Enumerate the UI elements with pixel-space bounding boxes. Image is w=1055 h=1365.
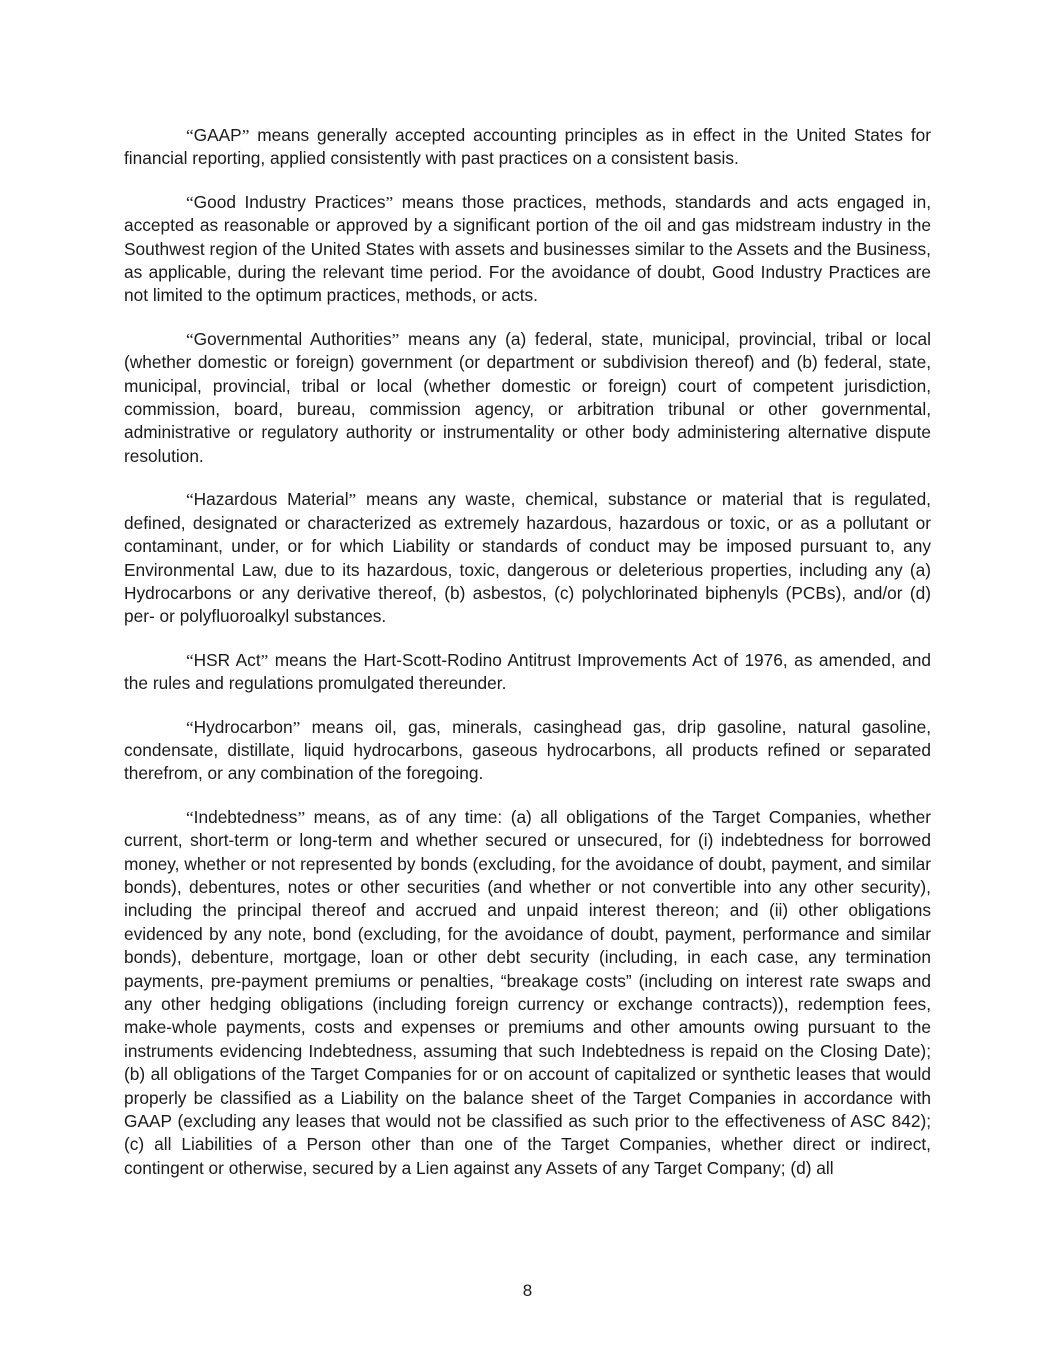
definition-text: means oil, gas, minerals, casinghead gas, drip gasoline, natural gasoline, condensate, distillate, liquid hydrocarbons, gaseous hydrocarbons, all products refined or separated therefrom, or any combination of the foregoing. <box>124 716 931 784</box>
open-quote: “ <box>186 807 194 827</box>
definition-text: means generally accepted accounting principles as in effect in the United States for financial reporting, applied consistently with past practices on a consistent basis. <box>124 125 931 169</box>
defined-term: Indebtedness <box>193 806 298 827</box>
close-quote: ” <box>348 490 357 510</box>
close-quote: ” <box>241 126 250 145</box>
close-quote: ” <box>297 807 306 827</box>
close-quote: ” <box>385 192 394 212</box>
close-quote: ” <box>292 717 301 737</box>
definition-hydrocarbon <box>124 716 931 786</box>
open-quote: “ <box>186 490 194 510</box>
open-quote: “ <box>186 650 194 670</box>
definition-text: means any (a) federal, state, municipal, provincial, tribal or local (whether domestic or foreign) government (or department or subdivision thereof) and (b) federal, state, municipal, provincial, tribal or local (whether domestic or foreign) court of competent jurisdiction, commission, board, bureau, commission agency, or arbitration tribunal or other governmental, administrative or regulatory authority or instrumentality or other body administering alternative dispute resolution. <box>124 328 931 466</box>
close-quote: ” <box>260 650 269 670</box>
close-quote: ” <box>391 329 400 349</box>
defined-term: Hazardous Material <box>193 489 349 510</box>
defined-term: Hydrocarbon <box>193 716 293 737</box>
definition-hsr-act <box>124 649 931 696</box>
definition-text: means those practices, methods, standards and acts engaged in, accepted as reasonable or approved by a significant portion of the oil and gas midstream industry in the Southwest region of the United States with assets and businesses similar to the Assets and the Business, as applicable, during the relevant time period. For the avoidance of doubt, Good Industry Practices are not limited to the optimum practices, methods, or acts. <box>124 191 931 306</box>
definition-indebtedness <box>124 806 931 1181</box>
open-quote: “ <box>186 192 194 212</box>
defined-term: GAAP <box>193 125 242 145</box>
defined-term: Governmental Authorities <box>193 328 392 349</box>
definition-hazardous-material <box>124 488 931 628</box>
definition-gaap <box>124 124 931 171</box>
defined-term: HSR Act <box>193 649 261 670</box>
open-quote: “ <box>186 717 194 737</box>
open-quote: “ <box>186 126 194 145</box>
definition-text: means the Hart-Scott-Rodino Antitrust Improvements Act of 1976, as amended, and the rules and regulations promulgated thereunder. <box>124 649 931 694</box>
definition-text: means any waste, chemical, substance or material that is regulated, defined, designated or characterized as extremely hazardous, hazardous or toxic, or as a pollutant or contaminant, under, or for which Liability or standards of conduct may be imposed pursuant to, any Environmental Law, due to its hazardous, toxic, dangerous or deleterious properties, including any (a) Hydrocarbons or any derivative thereof, (b) asbestos, (c) polychlorinated biphenyls (PCBs), and/or (d) per- or polyfluoroalkyl substances. <box>124 489 931 627</box>
definition-text: means, as of any time: (a) all obligations of the Target Companies, whether current, short-term or long-term and whether secured or unsecured, for (i) indebtedness for borrowed money, whether or not represented by bonds (excluding, for the avoidance of doubt, payment, and similar bonds), debentures, notes or other securities (and whether or not convertible into any other security), including the principal thereof and accrued and unpaid interest thereon; and (ii) other obligations evidenced by any note, bond (excluding, for the avoidance of doubt, payment, performance and similar bonds), debenture, mortgage, loan or other debt security (including, in each case, any termination payments, pre-payment premiums or penalties, “breakage costs” (including on interest rate swaps and any other hedging obligations (including foreign currency or exchange contracts)), redemption fees, make-whole payments, costs and expenses or premiums and other amounts owing pursuant to the instruments evidencing Indebtedness, assuming that such Indebtedness is repaid on the Closing Date); (b) all obligations of the Target Companies for or on account of capitalized or synthetic leases that would properly be classified as a Liability on the balance sheet of the Target Companies in accordance with GAAP (excluding any leases that would not be classified as such prior to the effectiveness of ASC 842); (c) all Liabilities of a Person other than one of the Target Companies, whether direct or indirect, contingent or otherwise, secured by a Lien against any Assets of any Target Company; (d) all <box>124 806 931 1178</box>
page-number: 8 <box>522 1281 533 1300</box>
definition-governmental-authorities <box>124 328 931 468</box>
defined-term: Good Industry Practices <box>193 191 386 212</box>
open-quote: “ <box>186 329 194 349</box>
document-page <box>124 124 931 1200</box>
definition-good-industry-practices <box>124 191 931 308</box>
